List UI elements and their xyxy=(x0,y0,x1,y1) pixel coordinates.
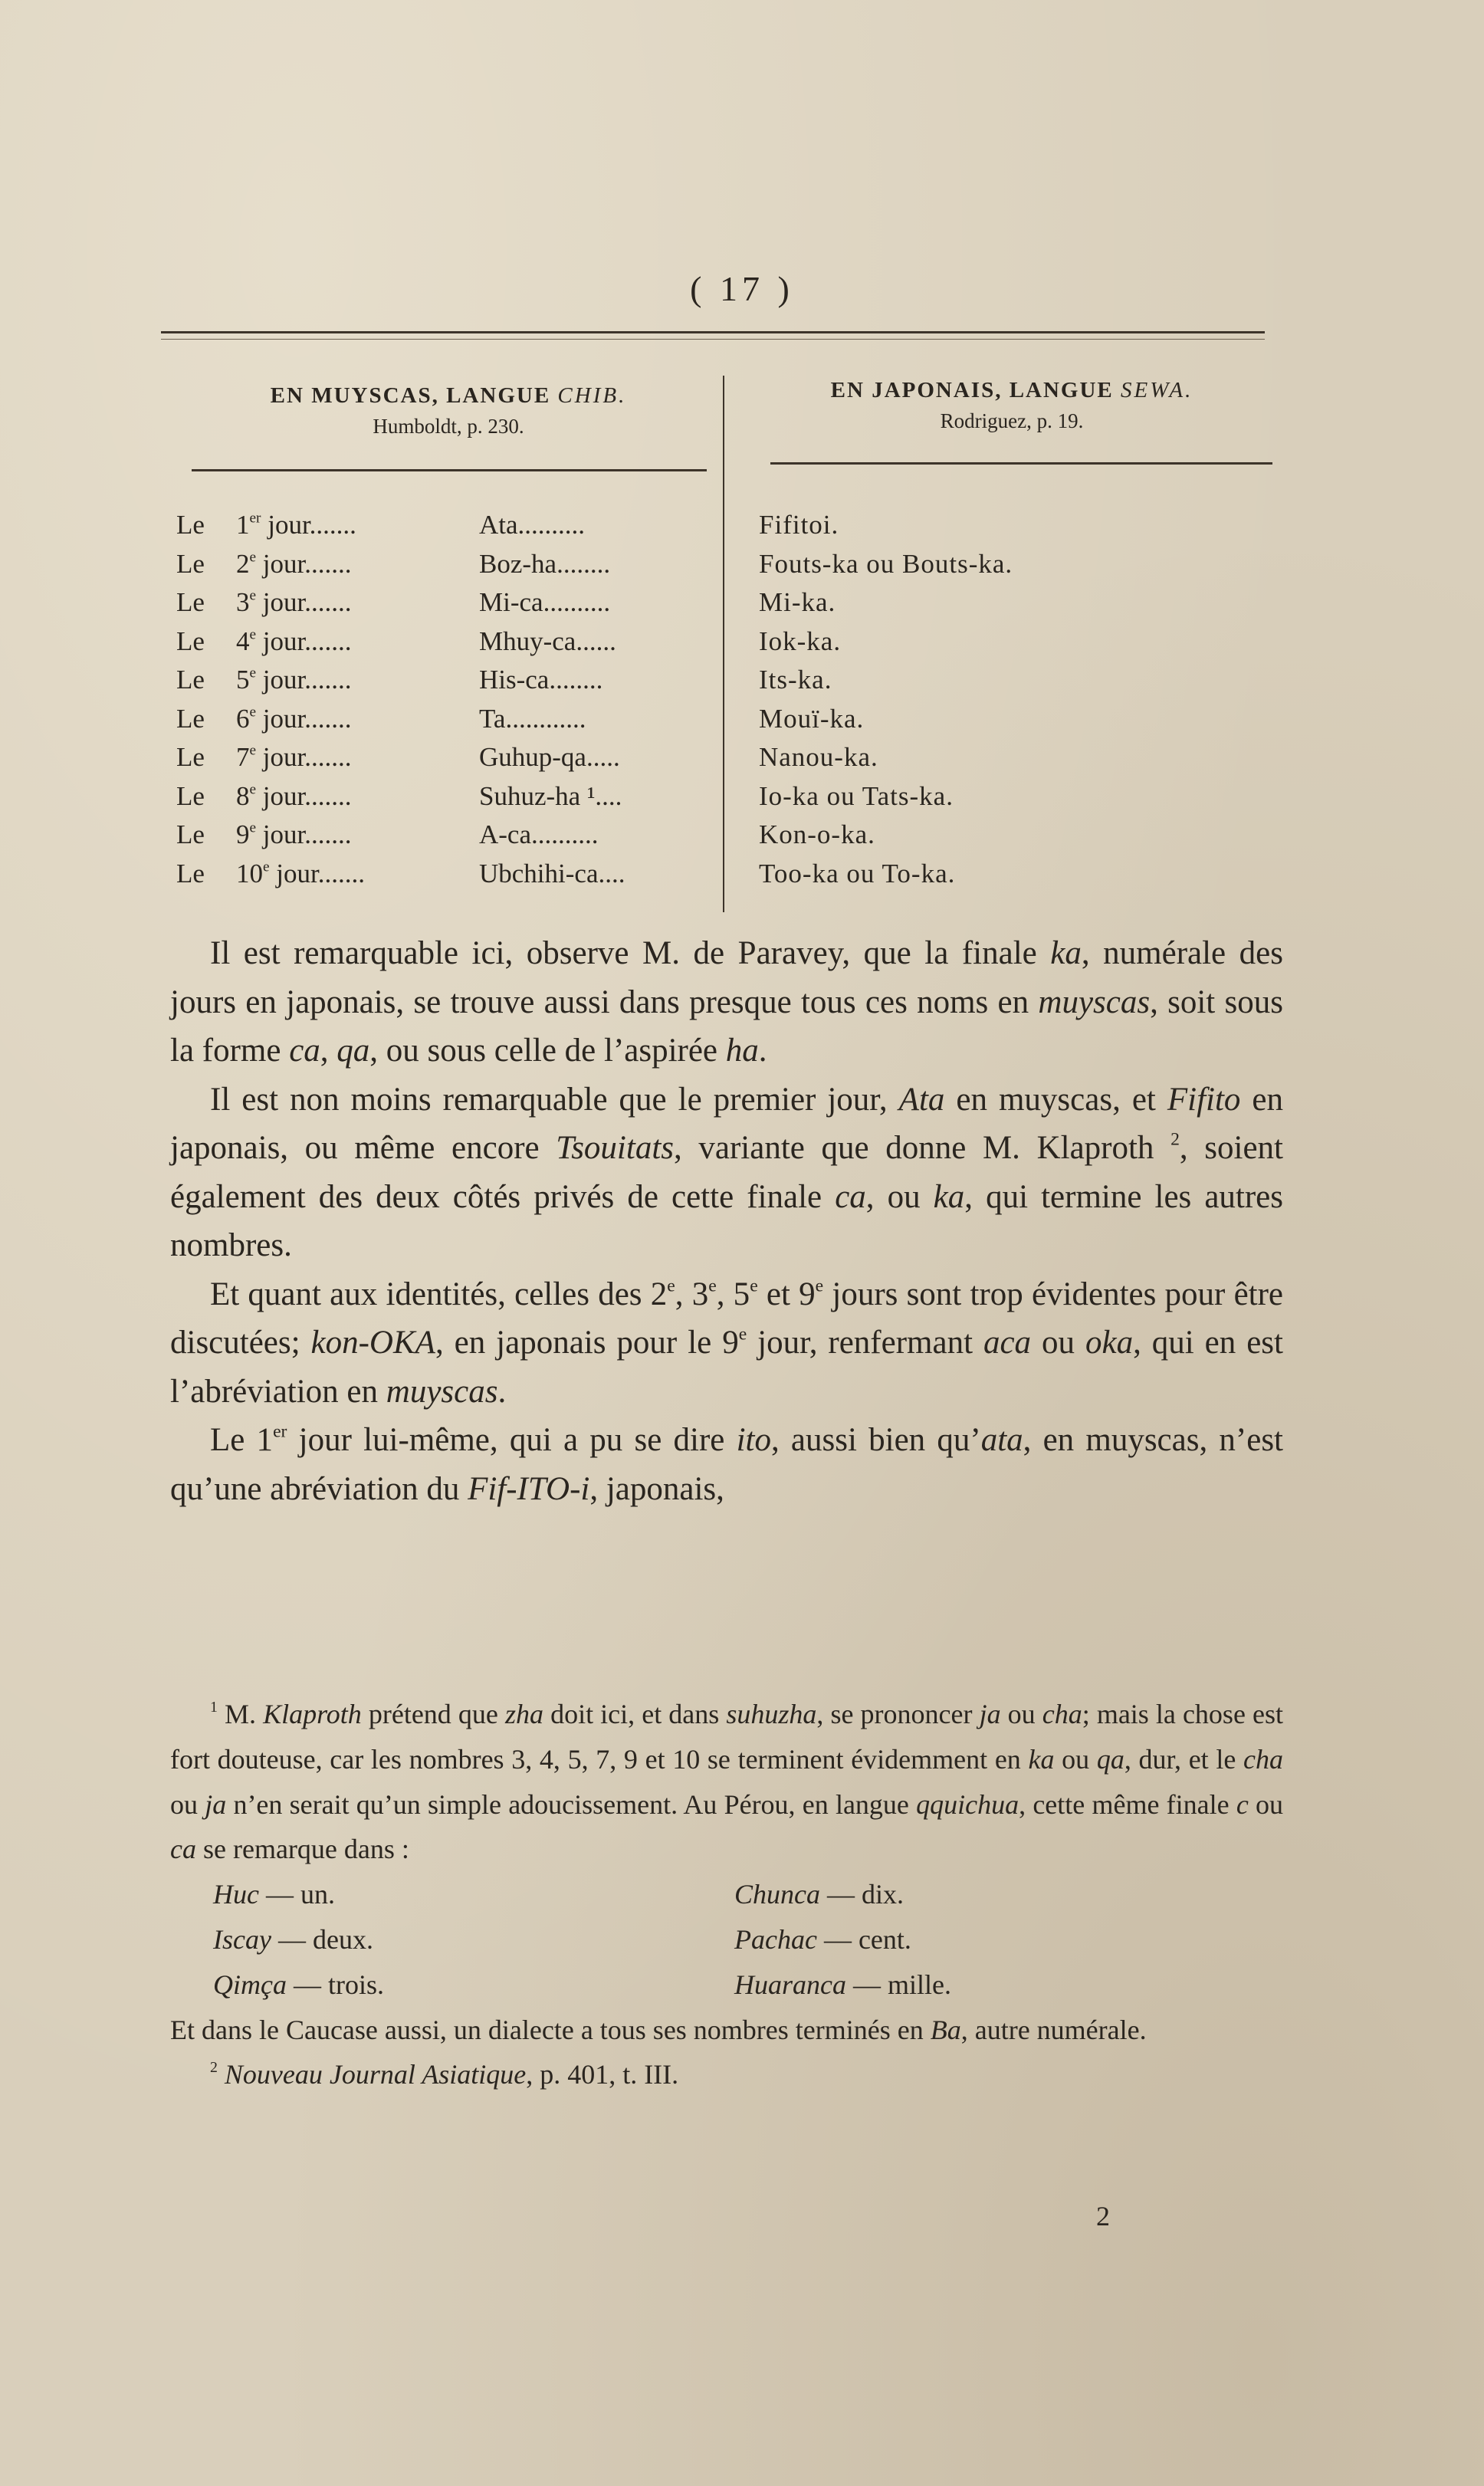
text-span: se remarque dans : xyxy=(195,1834,409,1865)
text-span: 10 xyxy=(236,858,263,888)
text-span: — deux. xyxy=(271,1923,373,1955)
text-span: ito xyxy=(736,1422,771,1458)
text-span: ou xyxy=(170,1788,205,1820)
text-span: jour xyxy=(262,742,305,772)
text-span: e xyxy=(249,626,257,643)
table-row xyxy=(176,622,1326,662)
row-japonais: Iok-ka. xyxy=(759,626,842,656)
text-span: ata xyxy=(980,1422,1023,1458)
text-span: ....... xyxy=(304,548,352,579)
text-span: ....... xyxy=(304,626,352,656)
paragraph-3 xyxy=(170,1270,1283,1417)
text-span: , en japonais pour le 9 xyxy=(435,1325,739,1361)
text-span: 1 xyxy=(236,510,250,540)
text-span: ka xyxy=(933,1178,965,1215)
text-span: 9 xyxy=(236,819,250,849)
row-day xyxy=(236,738,352,777)
paragraph-4 xyxy=(170,1416,1283,1513)
example-line xyxy=(170,1872,1283,1917)
text-span: e xyxy=(249,587,257,604)
example-right xyxy=(734,1917,911,1962)
text-span: , 5 xyxy=(716,1276,750,1312)
row-japonais: Mi-ka. xyxy=(759,587,836,617)
text-span: e xyxy=(750,1275,758,1296)
text-span: Et dans le Caucase aussi, un dialecte a tous ses nombres terminés en xyxy=(170,2014,931,2045)
example-right xyxy=(734,1962,951,2008)
text-span: jour xyxy=(262,626,305,656)
row-day xyxy=(236,506,356,544)
row-japonais: Io-ka ou Tats-ka. xyxy=(759,780,954,811)
text-span: , ou sous celle de l’aspirée xyxy=(369,1033,726,1069)
text-span: cha xyxy=(1042,1699,1082,1729)
text-span: jour xyxy=(262,703,305,734)
example-line xyxy=(170,1962,1283,2008)
text-span: c xyxy=(1236,1788,1249,1820)
table-row xyxy=(176,661,1326,700)
text-span: ca xyxy=(835,1178,866,1215)
text-span: muyscas xyxy=(386,1373,498,1410)
text-span: e xyxy=(815,1275,824,1296)
text-span: , xyxy=(320,1033,337,1069)
text-span: Fif-ITO-i xyxy=(468,1470,590,1507)
text-span: . xyxy=(497,1373,507,1410)
row-japonais: Kon-o-ka. xyxy=(759,819,875,849)
footnotes xyxy=(170,1692,1283,2097)
text-span: Pachac xyxy=(734,1923,817,1955)
example-line xyxy=(170,1917,1283,1962)
text-span: ou xyxy=(1248,1788,1284,1820)
text-span: kon-OKA xyxy=(310,1325,435,1361)
text-span: cha xyxy=(1243,1743,1283,1775)
row-le: Le xyxy=(176,819,205,849)
text-span: , soient également des deux côtés privés de cette finale xyxy=(170,1130,1283,1215)
text-span: Chunca xyxy=(734,1879,820,1910)
text-span: e xyxy=(708,1275,717,1296)
right-column-title-italic: SEWA. xyxy=(1121,378,1193,402)
row-muyscas: A-ca.......... xyxy=(479,819,599,849)
table-row xyxy=(176,506,1326,545)
right-column-header xyxy=(744,378,1280,433)
text-span: jour xyxy=(262,780,305,811)
row-day xyxy=(236,777,352,816)
text-span: Huc xyxy=(213,1879,259,1910)
row-muyscas: Ta............ xyxy=(479,703,586,734)
table-row xyxy=(176,738,1326,777)
text-span: ....... xyxy=(304,780,352,811)
row-muyscas: Ubchihi-ca.... xyxy=(479,858,625,888)
text-span: en muyscas, et xyxy=(944,1081,1167,1118)
text-span: et 9 xyxy=(757,1276,816,1312)
text-span: ka xyxy=(1050,935,1082,971)
text-span: e xyxy=(249,549,257,566)
text-span: , variante que donne M. Klaproth xyxy=(674,1130,1171,1166)
row-le: Le xyxy=(176,780,205,811)
text-span: Tsouitats xyxy=(556,1130,675,1166)
text-span: 3 xyxy=(236,587,250,617)
row-muyscas: Guhup-qa..... xyxy=(479,742,620,772)
row-le: Le xyxy=(176,742,205,772)
text-span: , en muyscas, n’est qu’une abréviation du xyxy=(170,1422,1284,1507)
header-rule-thin xyxy=(161,339,1265,340)
text-span: ; mais la chose est fort douteuse, car les nombres 3, 4, 5, 7, 9 et 10 se terminent évidemment en xyxy=(170,1699,1283,1775)
text-span: ....... xyxy=(304,703,352,734)
table-row xyxy=(176,545,1326,584)
text-span: e xyxy=(249,704,257,721)
row-muyscas: Ata.......... xyxy=(479,510,586,540)
text-span: , numérale des jours en japonais, se trouve aussi dans presque tous ces noms en xyxy=(170,935,1283,1020)
text-span: suhuzha xyxy=(726,1699,817,1729)
example-left xyxy=(213,1917,373,1962)
text-span: , cette même finale xyxy=(1019,1788,1236,1820)
row-muyscas: Mhuy-ca...... xyxy=(479,626,616,656)
text-span: muyscas xyxy=(1038,984,1151,1020)
text-span: prétend que xyxy=(361,1699,505,1729)
text-span: jour, renfermant xyxy=(747,1325,983,1361)
row-le: Le xyxy=(176,665,205,695)
text-span: doit ici, et dans xyxy=(543,1699,727,1729)
signature-mark: 2 xyxy=(1096,2201,1110,2231)
row-japonais: Fifitoi. xyxy=(759,510,839,540)
text-span: , qui termine les autres nombres. xyxy=(170,1178,1283,1263)
text-span: ca xyxy=(170,1834,196,1865)
text-span: qa xyxy=(1096,1743,1124,1775)
text-span: Ata xyxy=(898,1081,945,1118)
text-span: M. xyxy=(217,1699,264,1729)
text-span: 5 xyxy=(236,665,250,695)
text-span: 2 xyxy=(236,548,250,579)
row-le: Le xyxy=(176,548,205,579)
text-span: ....... xyxy=(304,665,352,695)
text-span: Klaproth xyxy=(263,1699,362,1729)
left-column-source: Humboldt, p. 230. xyxy=(373,415,524,438)
paragraph-2 xyxy=(170,1076,1283,1270)
text-span: 1 xyxy=(210,1699,218,1716)
text-span: e xyxy=(249,742,257,759)
text-span: ou xyxy=(1054,1743,1097,1775)
text-span: Fifito xyxy=(1167,1081,1241,1118)
row-japonais: Fouts-ka ou Bouts-ka. xyxy=(759,548,1013,579)
left-column-header xyxy=(184,383,713,438)
text-span: 4 xyxy=(236,626,250,656)
text-span: Ba xyxy=(930,2014,961,2045)
row-le: Le xyxy=(176,703,205,734)
text-span: Iscay xyxy=(213,1923,271,1955)
text-span: qquichua xyxy=(916,1788,1019,1820)
text-span: e xyxy=(249,781,257,798)
text-span: ....... xyxy=(317,858,365,888)
row-japonais: Nanou-ka. xyxy=(759,742,878,772)
table-row xyxy=(176,777,1326,816)
text-span: ....... xyxy=(304,587,352,617)
row-le: Le xyxy=(176,510,205,540)
row-muyscas: Suhuz-ha ¹.... xyxy=(479,780,622,811)
table-row xyxy=(176,816,1326,855)
example-right xyxy=(734,1872,904,1917)
row-day xyxy=(236,622,352,661)
left-column-rule xyxy=(192,469,707,471)
text-span: 6 xyxy=(236,703,250,734)
text-span: — dix. xyxy=(820,1879,905,1910)
row-muyscas: His-ca........ xyxy=(479,665,603,695)
footnote-1-end xyxy=(170,2008,1283,2053)
text-span: ka xyxy=(1028,1743,1055,1775)
right-column-title: EN JAPONAIS, LANGUE xyxy=(830,378,1114,402)
text-span: 7 xyxy=(236,742,250,772)
text-span: ja xyxy=(205,1788,227,1820)
row-day xyxy=(236,700,352,738)
text-span: , ou xyxy=(865,1178,934,1215)
text-span: Huaranca xyxy=(734,1969,846,2000)
text-span: Nouveau Journal Asiatique xyxy=(224,2059,527,2090)
row-japonais: Its-ka. xyxy=(759,665,832,695)
text-span: ou xyxy=(1031,1325,1085,1361)
table-row xyxy=(176,855,1326,894)
text-span: 2 xyxy=(1170,1129,1180,1150)
text-span: ....... xyxy=(304,742,352,772)
text-span: e xyxy=(738,1324,747,1345)
row-day xyxy=(236,545,352,583)
text-span: jours sont trop évidentes pour être discutées; xyxy=(170,1276,1284,1361)
text-span: ou xyxy=(1000,1699,1042,1729)
text-span: er xyxy=(249,510,261,527)
text-span: — mille. xyxy=(846,1969,951,2000)
example-left xyxy=(213,1872,335,1917)
right-column-rule xyxy=(770,462,1272,465)
text-span: , soit sous la forme xyxy=(170,984,1283,1069)
text-span: , aussi bien qu’ xyxy=(770,1422,981,1458)
row-le: Le xyxy=(176,626,205,656)
text-span: ha xyxy=(725,1033,759,1069)
page-number: ( 17 ) xyxy=(690,269,794,308)
left-column-title: EN MUYSCAS, LANGUE xyxy=(270,383,551,408)
row-le: Le xyxy=(176,587,205,617)
text-span: e xyxy=(249,819,257,836)
text-span: — trois. xyxy=(286,1969,384,2000)
table-row xyxy=(176,583,1326,622)
paragraph-1 xyxy=(170,929,1283,1076)
row-day xyxy=(236,855,365,893)
row-day xyxy=(236,816,352,854)
table-row xyxy=(176,700,1326,739)
text-span: ja xyxy=(979,1699,1001,1729)
text-span: 2 xyxy=(210,2059,218,2077)
text-span: e xyxy=(249,665,257,681)
row-muyscas: Boz-ha........ xyxy=(479,548,611,579)
text-span: 8 xyxy=(236,780,250,811)
text-span: en japonais, ou même encore xyxy=(170,1081,1284,1166)
day-table xyxy=(176,506,1326,893)
row-muyscas: Mi-ca.......... xyxy=(479,587,611,617)
main-text xyxy=(170,929,1283,1513)
text-span: , qui en est l’abréviation en xyxy=(170,1325,1283,1410)
text-span: , 3 xyxy=(675,1276,709,1312)
text-span: e xyxy=(263,859,270,875)
row-day xyxy=(236,661,352,699)
text-span: jour xyxy=(262,819,305,849)
text-span: oka xyxy=(1085,1325,1134,1361)
text-span: Il est non moins remarquable que le premier jour, xyxy=(210,1081,899,1118)
text-span: er xyxy=(273,1421,287,1442)
text-span: ....... xyxy=(309,510,356,540)
text-span: jour xyxy=(268,510,310,540)
text-span: , japonais, xyxy=(589,1470,724,1507)
right-column-source: Rodriguez, p. 19. xyxy=(940,409,1084,432)
text-span: e xyxy=(667,1275,675,1296)
text-span: Il est remarquable ici, observe M. de Paravey, que la finale xyxy=(210,935,1051,971)
text-span: , se prononcer xyxy=(816,1699,980,1729)
text-span: jour xyxy=(262,548,305,579)
left-column-title-italic: CHIB. xyxy=(557,383,627,408)
row-le: Le xyxy=(176,858,205,888)
footnote-1 xyxy=(170,1692,1283,1872)
footnote-2 xyxy=(170,2052,1283,2097)
text-span: . xyxy=(758,1033,767,1069)
text-span: jour xyxy=(262,665,305,695)
text-span: n’en serait qu’un simple adoucissement. Au Pérou, en langue xyxy=(226,1788,917,1820)
text-span: ....... xyxy=(304,819,352,849)
text-span: jour xyxy=(262,587,305,617)
text-span: Et quant aux identités, celles des 2 xyxy=(210,1276,668,1312)
text-span: , autre numérale. xyxy=(960,2014,1147,2045)
row-day xyxy=(236,583,352,622)
row-japonais: Too-ka ou To-ka. xyxy=(759,858,956,888)
text-span: jour xyxy=(276,858,318,888)
text-span: aca xyxy=(983,1325,1032,1361)
text-span: jour lui-même, qui a pu se dire xyxy=(287,1422,737,1458)
quechua-examples xyxy=(170,1872,1283,2007)
text-span: — un. xyxy=(258,1879,335,1910)
text-span: zha xyxy=(504,1699,543,1729)
example-left xyxy=(213,1962,384,2008)
text-span: , p. 401, t. III. xyxy=(526,2059,679,2090)
text-span: Le 1 xyxy=(210,1422,274,1458)
header-rule xyxy=(161,331,1265,333)
text-span: , dur, et le xyxy=(1124,1743,1244,1775)
text-span: Qimça xyxy=(213,1969,287,2000)
text-span: — cent. xyxy=(816,1923,911,1955)
row-japonais: Mouï-ka. xyxy=(759,703,865,734)
text-span: ca xyxy=(289,1033,320,1069)
text-span: qa xyxy=(337,1033,370,1069)
